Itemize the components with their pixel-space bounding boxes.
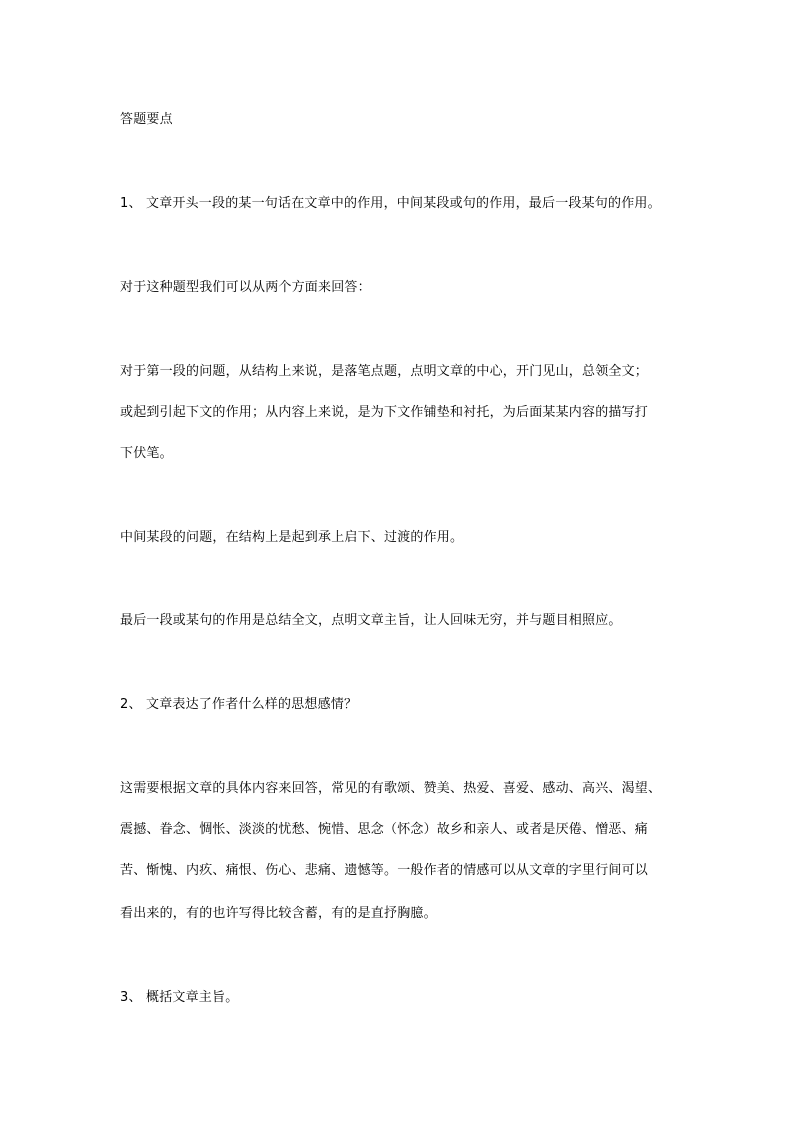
question-2-answer-line-1: 这需要根据文章的具体内容来回答，常见的有歌颂、赞美、热爱、喜爱、感动、高兴、渴望、 [120, 781, 662, 796]
question-1-first-para-line-2: 或起到引起下文的作用；从内容上来说，是为下文作铺垫和衬托，为后面某某内容的描写打 [120, 405, 649, 420]
question-1-last-para: 最后一段或某句的作用是总结全文，点明文章主旨，让人回味无穷，并与题目相照应。 [120, 613, 622, 628]
question-2-answer-line-2: 震撼、眷念、惆怅、淡淡的忧愁、惋惜、思念（怀念）故乡和亲人、或者是厌倦、憎恶、痛 [120, 822, 649, 837]
question-1-title: 1、 文章开头一段的某一句话在文章中的作用，中间某段或句的作用，最后一段某句的作用。 [120, 196, 661, 211]
question-1-first-para-line-1: 对于第一段的问题，从结构上来说，是落笔点题，点明文章的中心，开门见山，总领全文； [120, 364, 649, 379]
question-2-answer-line-3: 苦、惭愧、内疚、痛恨、伤心、悲痛、遗憾等。一般作者的情感可以从文章的字里行间可以 [120, 863, 649, 878]
question-1-first-para-line-3: 下伏笔。 [120, 446, 173, 461]
question-1-middle-para: 中间某段的问题，在结构上是起到承上启下、过渡的作用。 [120, 530, 464, 545]
section-heading: 答题要点 [120, 112, 173, 127]
question-1-intro: 对于这种题型我们可以从两个方面来回答： [120, 280, 371, 295]
question-3-title: 3、 概括文章主旨。 [120, 990, 239, 1005]
question-2-title: 2、 文章表达了作者什么样的思想感情？ [120, 697, 358, 712]
question-2-answer-line-4: 看出来的，有的也许写得比较含蓄，有的是直抒胸臆。 [120, 906, 437, 921]
